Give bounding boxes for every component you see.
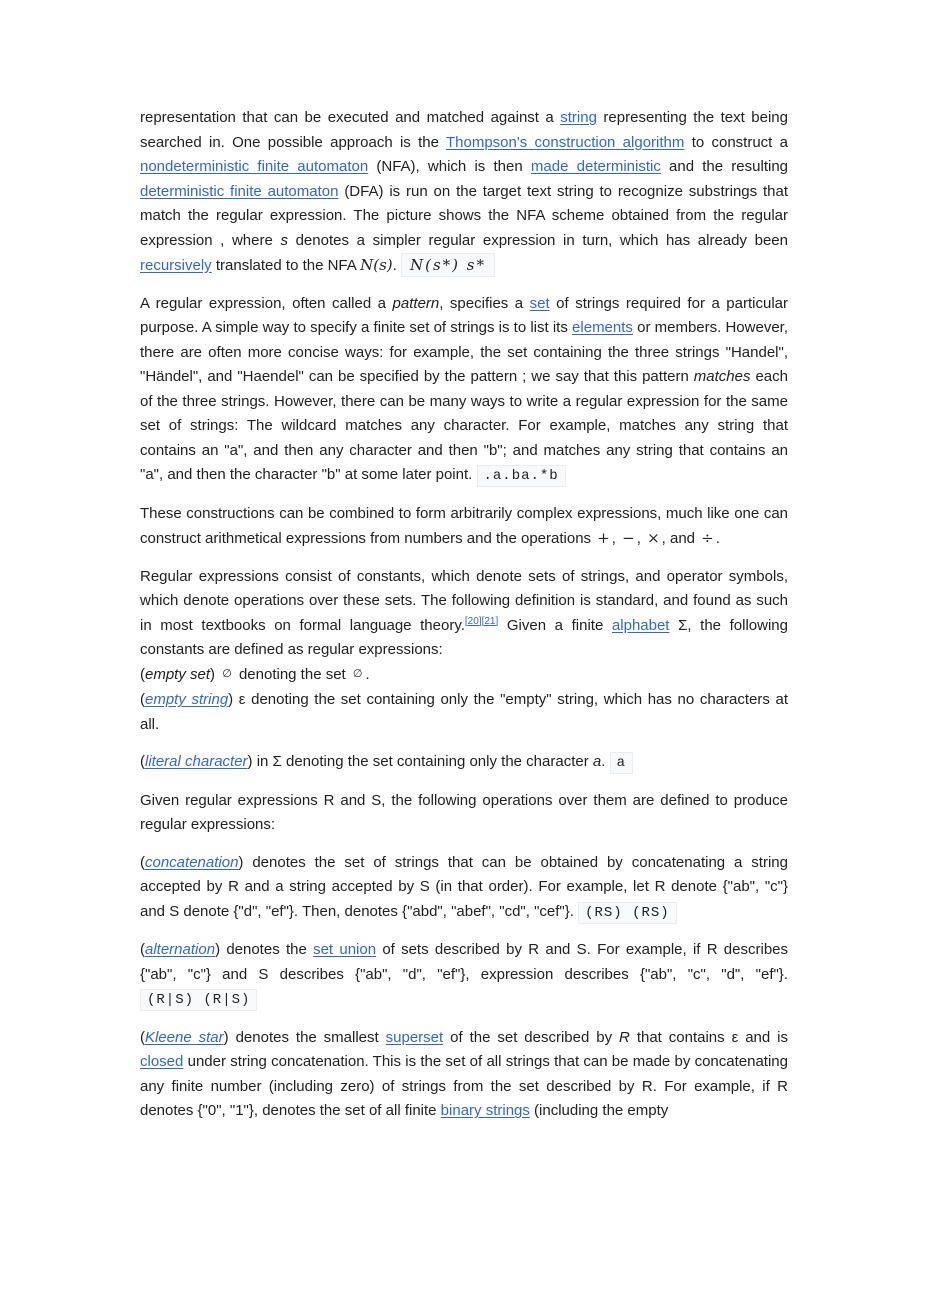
link-deterministic-finite-automaton[interactable]: deterministic finite automaton — [140, 182, 339, 200]
text: Regular expressions consist of constants, which denote sets of strings, and operator symbols, which denote operations over these sets. The following definition is standard, and found as such in most textbooks on formal language theory. — [140, 567, 788, 634]
text: ( — [140, 1028, 145, 1046]
paragraph-3 — [140, 502, 788, 552]
inline-code: (RS) (RS) — [578, 902, 677, 924]
math-variable: N(s) — [360, 256, 393, 274]
text: (including the empty — [529, 1102, 669, 1119]
paragraph-7 — [140, 851, 788, 926]
text: to construct a — [684, 133, 788, 151]
reference-link-20[interactable]: [20] — [464, 615, 482, 627]
inline-code: .a.ba.*b — [477, 465, 566, 487]
text: , — [611, 530, 621, 547]
link-alternation[interactable]: alternation — [145, 941, 216, 958]
text: ( — [140, 753, 145, 770]
text: denoting the set — [234, 665, 350, 683]
text: Σ, the following constants are defined as regular expressions: — [140, 616, 788, 658]
link-alphabet[interactable]: alphabet — [611, 616, 670, 634]
text: Given a finite — [498, 616, 612, 634]
text: ) — [210, 665, 220, 683]
text: denotes a simpler regular expression in turn, which has already been — [287, 231, 788, 249]
paragraph-5 — [140, 750, 788, 776]
link-nondeterministic-finite-automaton[interactable]: nondeterministic finite automaton — [140, 158, 369, 175]
text: of sets described by R and S. For example, if R describes {"ab", "c"} and S describes {"ab", "d", "ef"}, expression describes {"ab", "c", "d", "ef"}. — [140, 941, 788, 983]
text: ( — [140, 691, 145, 708]
text: . — [392, 257, 401, 274]
paragraph-1 — [140, 106, 788, 279]
text: ( — [140, 853, 145, 871]
text: Given regular expressions R and S, the following operations over them are defined to produce regular expressions: — [140, 791, 788, 833]
article-content — [140, 106, 788, 1137]
text: each of the three strings. However, there can be many ways to write a regular expression for the same set of strings: The wildcard matches any character. For example, matches any string that contains an "a", and then any character and then "b"; and matches any string that contains an "a", and then the character "b" at some later point. — [140, 368, 788, 483]
link-empty-string[interactable]: empty string — [145, 691, 229, 708]
link-concatenation[interactable]: concatenation — [145, 853, 239, 871]
text: . — [715, 530, 720, 547]
text: representation that can be executed and matched against a — [140, 109, 561, 126]
text: or members. However, there are often more concise ways: for example, the set containing the three strings "Handel", "Händel", and "Haendel" can be specified by the pattern ; we say that this pattern — [140, 319, 789, 385]
inline-code: a — [610, 752, 633, 774]
inline-code: (R|S) (R|S) — [140, 989, 257, 1011]
emphasis-text: pattern — [392, 294, 440, 312]
text: that contains ε and is — [629, 1028, 788, 1046]
paragraph-9 — [140, 1026, 788, 1124]
empty-set-symbol: ∅ — [352, 666, 363, 680]
text: of strings required for a particular purpose. A simple way to specify a finite set of strings is to list its — [140, 294, 788, 336]
text: under string concatenation. This is the set of all strings that can be made by concatenating any finite number (including zero) of strings from the set described by R. For example, if R denotes {"0", "1"}, denotes the set of all finite — [140, 1053, 788, 1119]
text: (DFA) is run on the target text string to recognize substrings that match the regular expression. The picture shows the NFA scheme obtained from the regular expression , where — [140, 182, 788, 249]
math-operator: × — [647, 529, 660, 547]
text: ) in Σ denoting the set containing only the character — [247, 753, 593, 770]
link-closed[interactable]: closed — [140, 1053, 184, 1070]
emphasis-text: s — [280, 231, 288, 249]
text: ) denotes the set of strings that can be obtained by concatenating a string accepted by R and a string accepted by S (in that order). For example, let R denote {"ab", "c"} and S denote {"d", "ef"}. Then, denotes {"abd", "abef", "cd", "cef"}. — [140, 853, 788, 920]
math-operator: ÷ — [701, 529, 714, 547]
math-formula-box: N(s*) s* — [401, 253, 495, 277]
text: and the resulting — [660, 158, 789, 175]
emphasis-text: R — [619, 1028, 630, 1046]
text: . — [601, 753, 610, 770]
link-literal-character[interactable]: literal character — [145, 753, 248, 770]
paragraph-2 — [140, 292, 788, 489]
text: ( — [140, 941, 145, 958]
text: ) ε denoting the set containing only the "empty" string, which has no characters at all. — [140, 691, 789, 733]
text: (NFA), which is then — [368, 158, 531, 175]
link-superset[interactable]: superset — [385, 1028, 444, 1046]
emphasis-text: empty set — [145, 665, 211, 683]
emphasis-text: matches — [693, 368, 751, 385]
link-string[interactable]: string — [560, 109, 597, 126]
paragraph-8 — [140, 938, 788, 1013]
text: , and — [661, 530, 700, 547]
text: A regular expression, often called a — [140, 294, 393, 312]
text: , — [636, 530, 646, 547]
link-binary-strings[interactable]: binary strings — [440, 1102, 530, 1119]
link-made-deterministic[interactable]: made deterministic — [530, 158, 661, 175]
math-operator: + — [597, 529, 610, 547]
paragraph-4 — [140, 565, 788, 738]
link-recursively[interactable]: recursively — [140, 257, 212, 274]
text: representing the text being searched in. One possible approach is the — [140, 109, 788, 151]
reference-link-21[interactable]: [21] — [481, 615, 499, 627]
math-operator: − — [622, 529, 635, 547]
empty-set-symbol: ∅ — [222, 666, 232, 680]
paragraph-6 — [140, 789, 788, 838]
emphasis-text: a — [592, 753, 602, 770]
text: These constructions can be combined to form arbitrarily complex expressions, much like one can construct arithmetical expressions from numbers and the operations — [140, 504, 788, 547]
text: . — [365, 665, 370, 683]
text: of the set described by — [443, 1028, 620, 1046]
link-set[interactable]: set — [529, 294, 550, 312]
text: ) denotes the — [215, 941, 314, 958]
link-kleene-star[interactable]: Kleene star — [145, 1028, 224, 1046]
text: , specifies a — [439, 294, 530, 312]
link-set-union[interactable]: set union — [313, 941, 377, 958]
text: ( — [140, 665, 145, 683]
link-elements[interactable]: elements — [572, 319, 633, 336]
text: ) denotes the smallest — [223, 1028, 386, 1046]
text: translated to the NFA — [211, 257, 361, 274]
link-thompson-s-construction-algorithm[interactable]: Thompson's construction algorithm — [445, 133, 685, 151]
